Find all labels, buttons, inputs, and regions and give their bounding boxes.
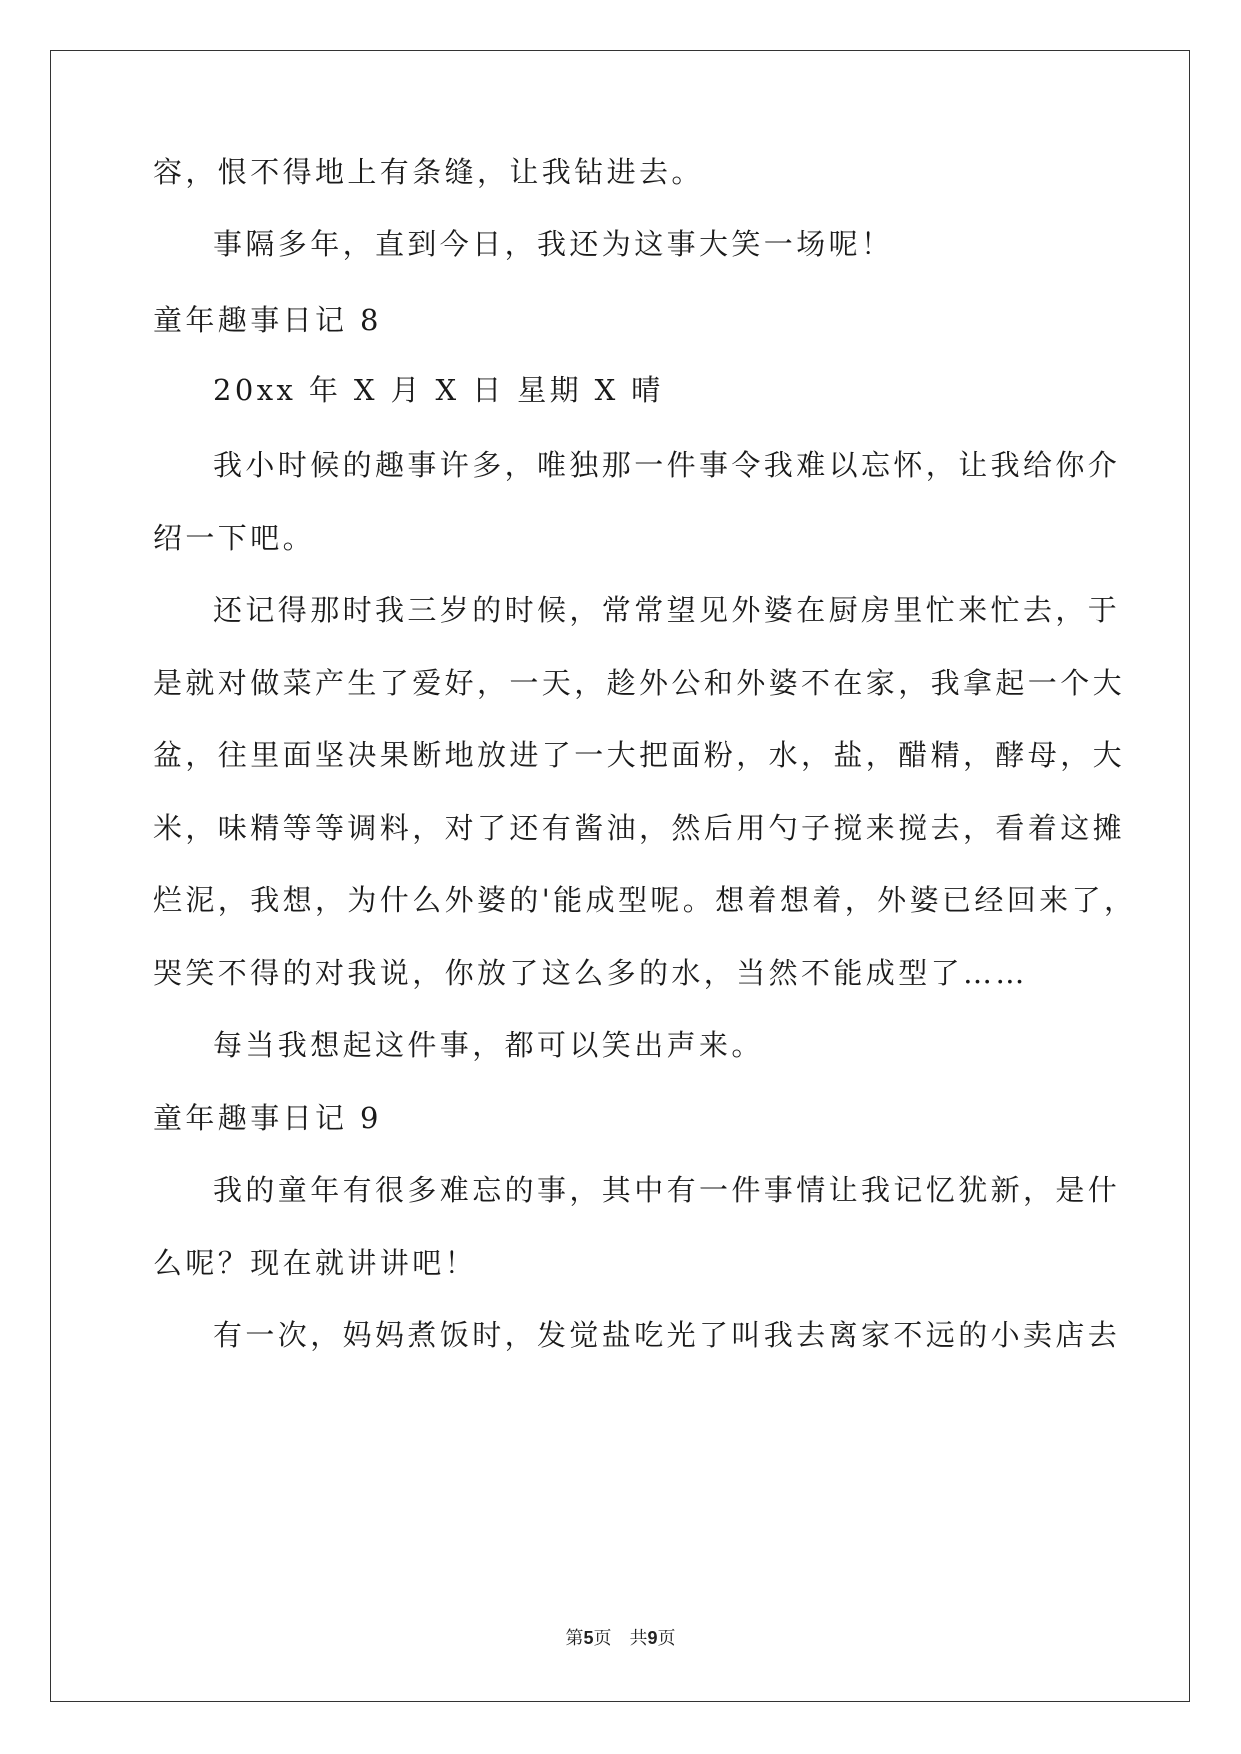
paragraph-line: 每当我想起这件事，都可以笑出声来。 xyxy=(213,1028,764,1062)
paragraph-line: 我的童年有很多难忘的事，其中有一件事情让我记忆犹新，是什 xyxy=(213,1173,1121,1207)
total-suffix: 页 xyxy=(657,1628,676,1649)
paragraph-line: 还记得那时我三岁的时候，常常望见外婆在厨房里忙来忙去，于 xyxy=(213,593,1121,627)
paragraph-line: 米，味精等等调料，对了还有酱油，然后用勺子搅来搅去，看着这摊 xyxy=(153,811,1126,845)
paragraph-line: 有一次，妈妈煮饭时，发觉盐吃光了叫我去离家不远的小卖店去 xyxy=(213,1318,1121,1352)
total-prefix: 共 xyxy=(629,1628,648,1649)
page-frame xyxy=(50,50,1190,1702)
page-prefix: 第 xyxy=(565,1628,584,1649)
paragraph-line: 事隔多年，直到今日，我还为这事大笑一场呢！ xyxy=(213,227,894,261)
page-suffix: 页 xyxy=(593,1628,612,1649)
paragraph-line: 我小时候的趣事许多，唯独那一件事令我难以忘怀，让我给你介 xyxy=(213,448,1121,482)
page-footer xyxy=(0,1626,1241,1651)
paragraph-line: 哭笑不得的对我说，你放了这么多的水，当然不能成型了…… xyxy=(153,956,1028,990)
section-heading: 童年趣事日记 8 xyxy=(153,303,382,337)
date-line: 20xx 年 X 月 X 日 星期 X 晴 xyxy=(213,373,664,407)
paragraph-line: 么呢？现在就讲讲吧！ xyxy=(153,1246,478,1280)
page-number: 5 xyxy=(583,1628,594,1648)
section-heading: 童年趣事日记 9 xyxy=(153,1101,382,1135)
total-pages: 9 xyxy=(647,1628,658,1648)
paragraph-line: 是就对做菜产生了爱好，一天，趁外公和外婆不在家，我拿起一个大 xyxy=(153,666,1126,700)
paragraph-line: 绍一下吧。 xyxy=(153,521,316,555)
paragraph-line: 盆，往里面坚决果断地放进了一大把面粉，水，盐，醋精，酵母，大 xyxy=(153,738,1126,772)
paragraph-line: 烂泥，我想，为什么外婆的'能成型呢。想着想着，外婆已经回来了， xyxy=(153,883,1137,917)
paragraph-line: 容，恨不得地上有条缝，让我钻进去。 xyxy=(153,155,704,189)
